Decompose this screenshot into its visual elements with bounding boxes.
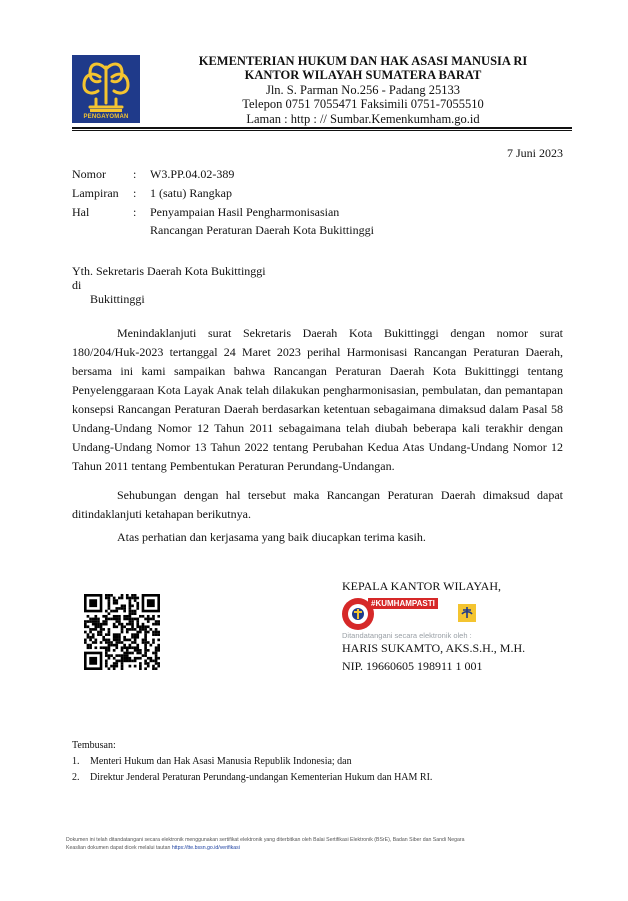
- letterhead-rule-thick: [72, 127, 572, 129]
- letterhead-website: Laman : http : // Sumbar.Kemenkumham.go.id: [246, 111, 480, 126]
- signatory-nip: NIP. 19660605 198911 1 001: [342, 659, 483, 673]
- tembusan-item-1-num: 1.: [72, 756, 80, 767]
- letterhead-phone: Telepon 0751 7055471 Faksimili 0751-7055510: [242, 97, 484, 112]
- logo-label: PENGAYOMAN: [83, 114, 129, 120]
- recipient-di: di: [72, 278, 82, 292]
- recipient-yth: Yth. Sekretaris Daerah Kota Bukittinggi: [72, 264, 266, 278]
- letterhead-ministry: KEMENTERIAN HUKUM DAN HAK ASASI MANUSIA RI: [198, 54, 528, 68]
- meta-lampiran-label: Lampiran: [72, 186, 119, 200]
- signatory-name: HARIS SUKAMTO, AKS.S.H., M.H.: [342, 641, 526, 655]
- letter-date: 7 Juni 2023: [506, 146, 563, 160]
- verification-link[interactable]: https://tte.bssn.go.id/verifikasi: [171, 845, 240, 851]
- tembusan-item-2: Direktur Jenderal Peraturan Perundang-undangan Kementerian Hukum dan HAM RI.: [90, 772, 433, 783]
- body-paragraph-1: Menindaklanjuti surat Sekretaris Daerah Kota Bukittinggi dengan nomor surat 180/204/Huk-2023 tertanggal 24 Maret 2023 perihal Harmonisasi Rancangan Peraturan Daerah, bersama ini kami sampaikan bahwa Rancangan Peraturan Daerah Kota Bukittinggi tentang Penyelenggaraan Kota Layak Anak telah dilakukan pengharmonisasian, pembulatan, dan pemantapan konsepsi Rancangan Peraturan Daerah berdasarkan ketentuan sebagaimana dimaksud dalam Pasal 58 Undang-Undang Nomor 12 Tahun 2011 sebagaimana telah diubah beberapa kali terakhir dengan Undang-Undang Nomor 13 Tahun 2022 tentang Perubahan Kedua Atas Undang-Undang Nomor 12 Tahun 2011 tentang Pembentukan Peraturan Perundang-Undangan.: [72, 326, 563, 473]
- meta-nomor-label: Nomor: [72, 167, 106, 181]
- verification-qr-code: [84, 594, 160, 670]
- meta-hal-value-1: Penyampaian Hasil Pengharmonisasian: [150, 205, 340, 219]
- letterhead: [150, 54, 576, 126]
- ministry-logo: [72, 55, 140, 123]
- recipient-place: Bukittinggi: [90, 292, 145, 306]
- tembusan-label: Tembusan:: [72, 740, 116, 751]
- body-paragraph-3: Atas perhatian dan kerjasama yang baik diucapkan terima kasih.: [117, 530, 426, 544]
- meta-lampiran-sep: :: [133, 186, 137, 200]
- meta-nomor-value: W3.PP.04.02-389: [150, 167, 235, 181]
- meta-nomor-sep: :: [133, 167, 137, 181]
- stamp-hashtag: #KUMHAMPASTI: [368, 598, 438, 609]
- tembusan-item-1: Menteri Hukum dan Hak Asasi Manusia Republik Indonesia; dan: [90, 756, 352, 767]
- footer-verify-line: [66, 844, 566, 852]
- signed-electronically-note: Ditandatangani secara elektronik oleh :: [342, 631, 472, 640]
- tembusan-item-2-num: 2.: [72, 772, 80, 783]
- pengayoman-tree-icon: [72, 55, 140, 123]
- electronic-signature-stamp: [340, 596, 490, 632]
- meta-hal-value-2: Rancangan Peraturan Daerah Kota Bukittinggi: [150, 223, 374, 237]
- letterhead-address: Jln. S. Parman No.256 - Padang 25133: [265, 82, 461, 97]
- ministry-mini-logo-icon: [458, 604, 476, 622]
- footer-certificate-note: Dokumen ini telah ditandatangani secara elektronik menggunakan sertifikat elektronik yang diterbitkan oleh Balai Sertifikasi Elektronik (BSrE), Badan Siber dan Sandi Negara: [66, 837, 465, 843]
- meta-lampiran-value: 1 (satu) Rangkap: [150, 186, 232, 200]
- footer-verify-prefix: Keaslian dokumen dapat dicek melalui tautan: [66, 845, 172, 851]
- letterhead-office: KANTOR WILAYAH SUMATERA BARAT: [244, 68, 482, 83]
- meta-hal-label: Hal: [72, 205, 90, 219]
- signature-title: KEPALA KANTOR WILAYAH,: [342, 579, 502, 593]
- body-paragraph-2: Sehubungan dengan hal tersebut maka Rancangan Peraturan Daerah dimaksud dapat ditindaklanjuti ketahapan berikutnya.: [72, 488, 563, 521]
- bsre-footer: [66, 836, 566, 852]
- letterhead-rule-thin: [72, 130, 572, 131]
- meta-hal-sep: :: [133, 205, 137, 219]
